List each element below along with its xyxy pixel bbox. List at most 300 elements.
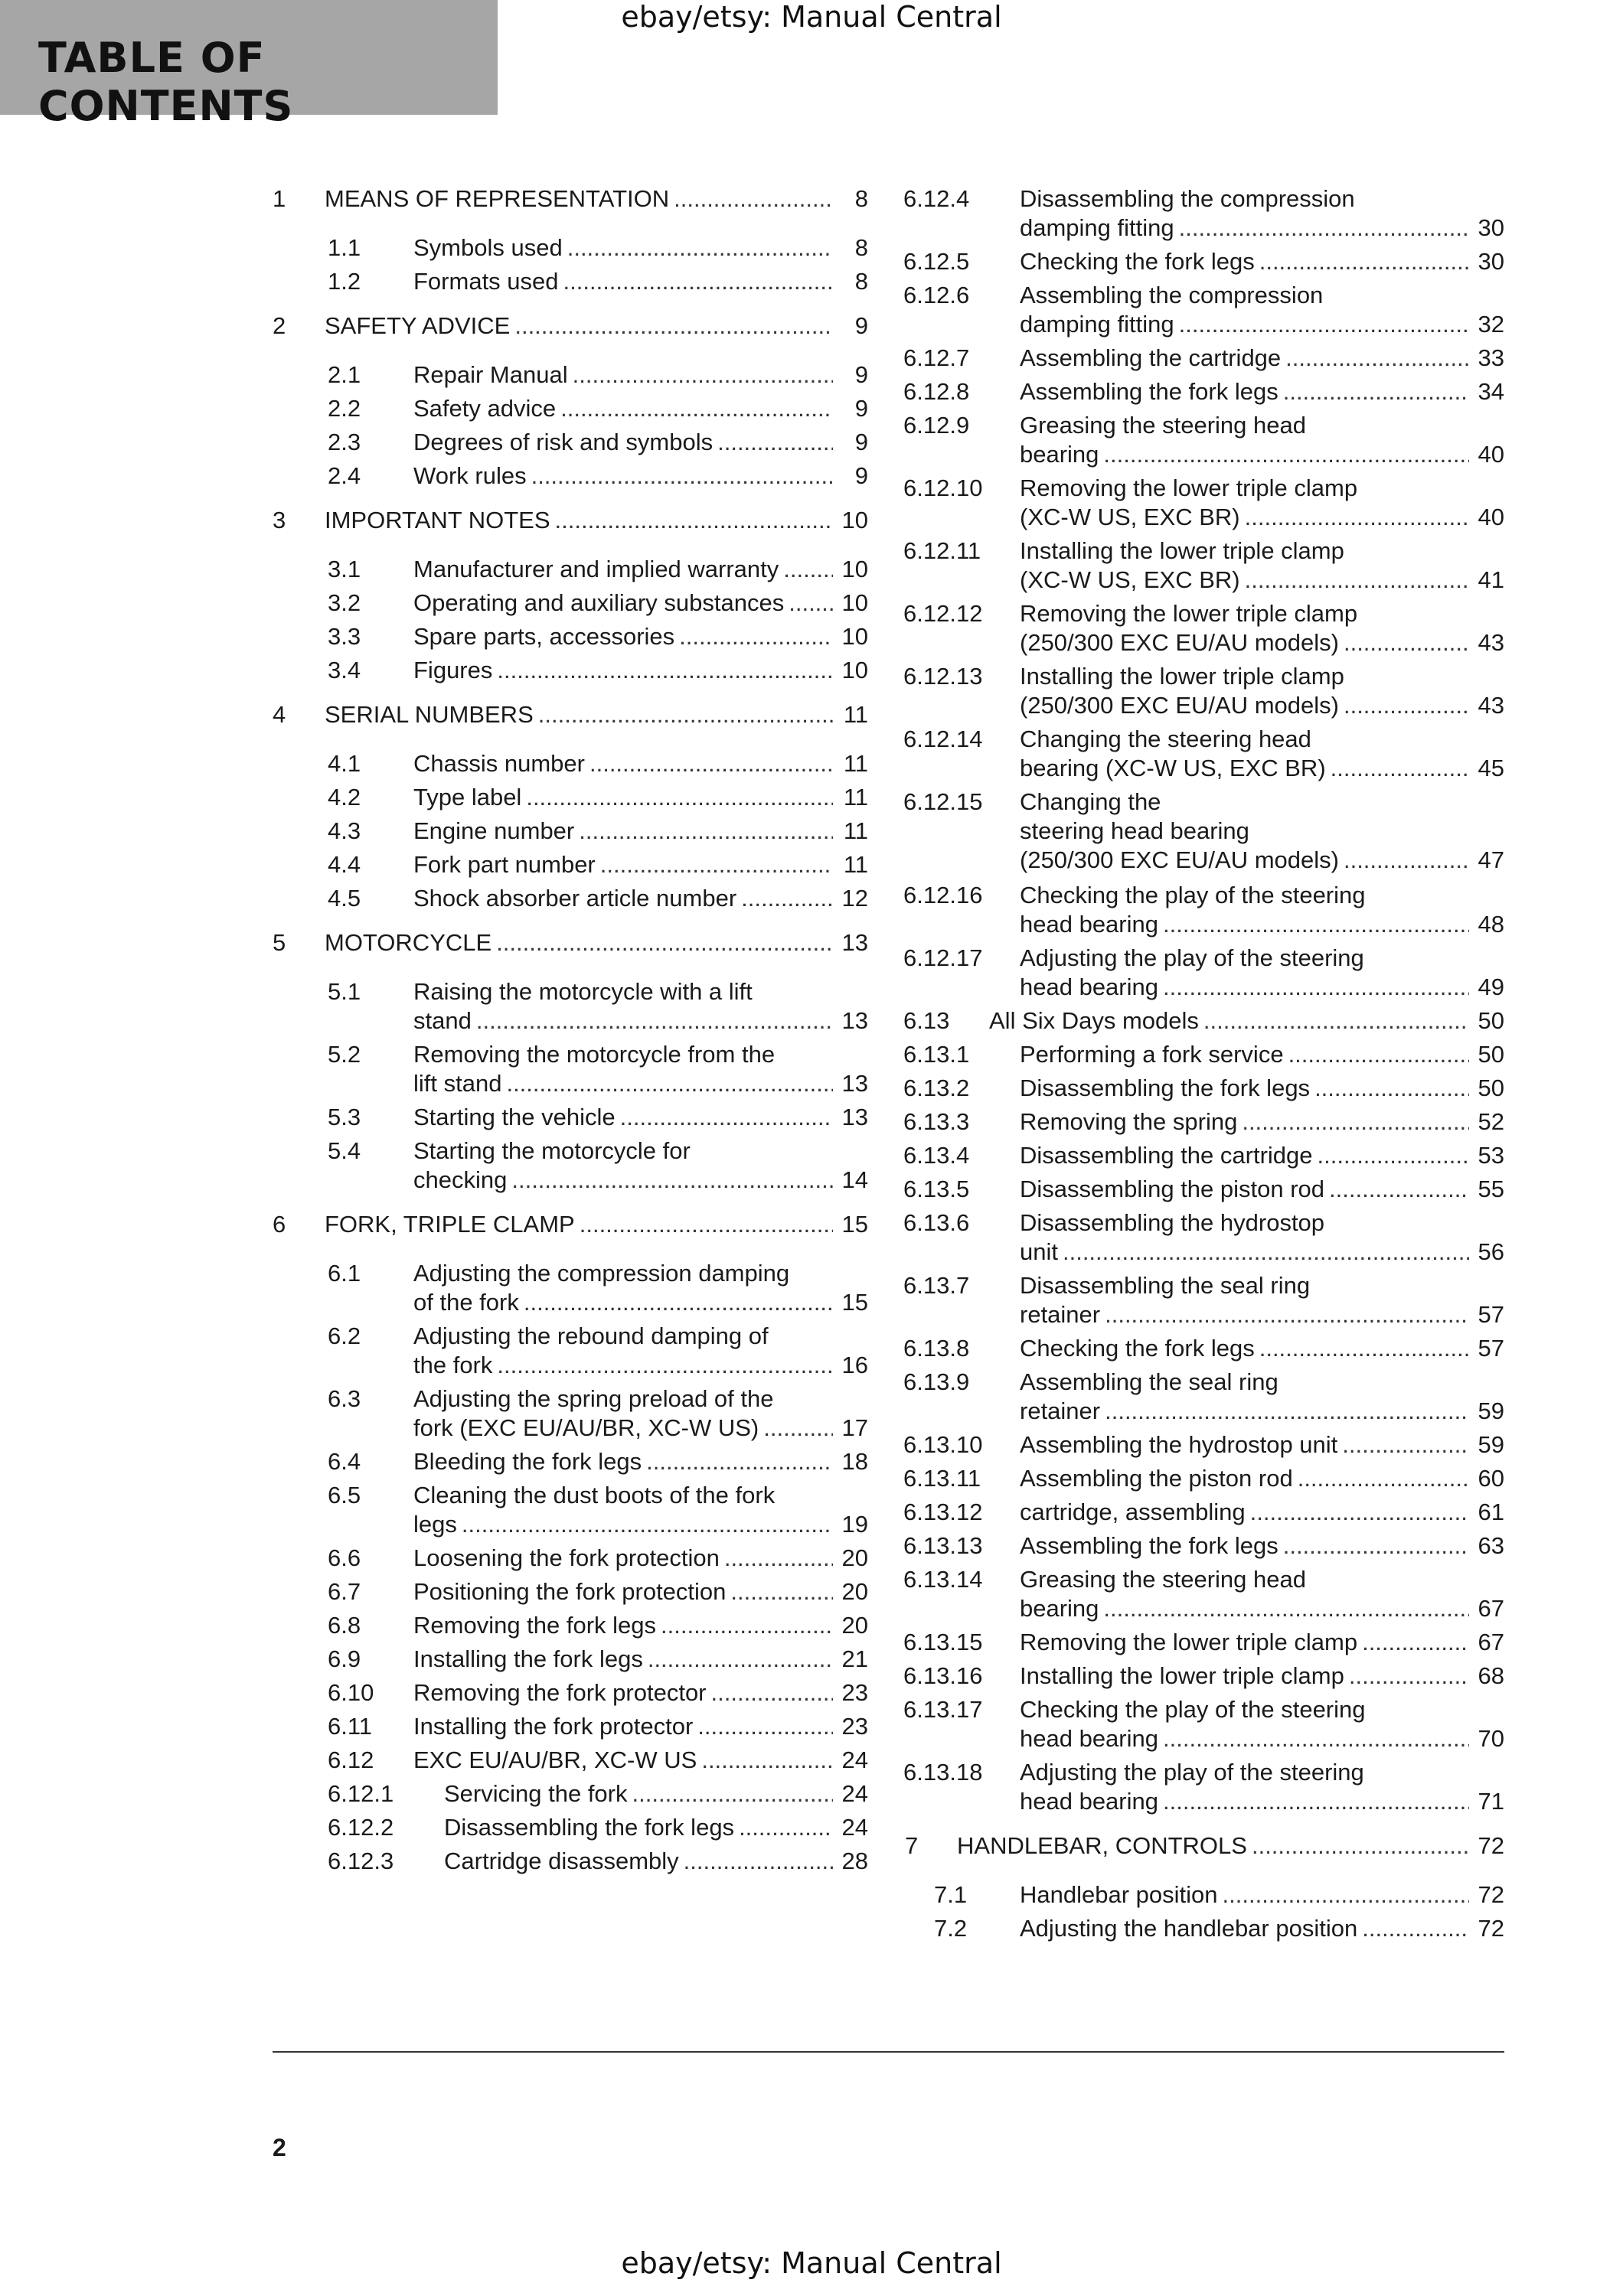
toc-page-number: 57 <box>1478 1335 1504 1362</box>
toc-entry-title: Chassis number <box>413 750 585 777</box>
toc-entry-title: Installing the lower triple clamp <box>1020 663 1344 690</box>
toc-entry-number: 5.3 <box>328 1104 361 1130</box>
toc-entry-title: Disassembling the fork legs <box>444 1814 735 1841</box>
toc-entry-title: EXC EU/AU/BR, XC-W US <box>413 1746 697 1773</box>
toc-entry-title: Handlebar position <box>1020 1881 1218 1908</box>
toc-page-number: 17 <box>841 1414 868 1441</box>
toc-entry[interactable] <box>273 589 868 623</box>
toc-entry-title: Loosening the fork protection <box>413 1544 720 1571</box>
toc-entry[interactable] <box>273 1322 868 1385</box>
toc-page-number: 47 <box>1478 846 1504 873</box>
toc-entry-title: legs <box>413 1511 457 1538</box>
toc-entry-title: Removing the lower triple clamp <box>1020 1629 1358 1655</box>
toc-entry-title: bearing (XC-W US, EXC BR) <box>1020 755 1326 781</box>
toc-entry-title: Disassembling the hydrostop <box>1020 1209 1325 1236</box>
toc-entry[interactable] <box>903 944 1504 1007</box>
toc-column-left <box>273 185 868 1881</box>
toc-entry-title: retainer <box>1020 1397 1101 1424</box>
toc-entry[interactable] <box>273 395 868 429</box>
toc-leader-dots <box>580 1211 833 1240</box>
toc-leader-dots <box>567 234 833 263</box>
toc-leader-dots <box>1250 1499 1469 1528</box>
toc-entry[interactable] <box>273 1645 868 1679</box>
toc-page-number: 33 <box>1478 344 1504 371</box>
toc-leader-dots <box>711 1679 833 1708</box>
toc-entry[interactable] <box>273 1544 868 1578</box>
toc-entry[interactable] <box>903 663 1504 726</box>
toc-page-number: 61 <box>1478 1499 1504 1525</box>
toc-page-number: 23 <box>841 1713 868 1740</box>
toc-page-number: 50 <box>1478 1075 1504 1101</box>
toc-page-number: 15 <box>841 1211 868 1238</box>
toc-entry[interactable] <box>273 185 868 219</box>
toc-page-number: 68 <box>1478 1662 1504 1689</box>
toc-entry-title: the fork <box>413 1352 493 1378</box>
toc-entry-title: SAFETY ADVICE <box>325 312 511 339</box>
toc-entry-title: head bearing <box>1020 1725 1158 1752</box>
toc-entry[interactable] <box>273 507 868 540</box>
toc-entry-title: FORK, TRIPLE CLAMP <box>325 1211 575 1238</box>
toc-leader-dots <box>560 395 833 424</box>
toc-entry[interactable] <box>273 312 868 346</box>
toc-page-number: 59 <box>1478 1431 1504 1458</box>
page-number: 2 <box>273 2134 286 2161</box>
toc-entry[interactable] <box>273 1041 868 1104</box>
toc-entry[interactable] <box>273 1448 868 1482</box>
toc-entry-title: Adjusting the handlebar position <box>1020 1915 1358 1942</box>
toc-page-number: 40 <box>1478 504 1504 530</box>
toc-page-number: 71 <box>1478 1788 1504 1815</box>
toc-page-number: 11 <box>843 750 868 777</box>
toc-entry-title: Adjusting the spring preload of the <box>413 1385 774 1412</box>
toc-entry-title: Assembling the fork legs <box>1020 378 1278 405</box>
toc-page-number: 8 <box>854 234 868 261</box>
toc-entry[interactable] <box>903 726 1504 788</box>
toc-entry-title: Performing a fork service <box>1020 1041 1284 1068</box>
toc-entry[interactable] <box>273 1713 868 1746</box>
toc-entry-title: Safety advice <box>413 395 557 422</box>
toc-entry-title: Adjusting the compression damping <box>413 1260 790 1287</box>
toc-entry[interactable] <box>273 929 868 963</box>
toc-entry[interactable] <box>273 462 868 496</box>
toc-entry-title: Removing the lower triple clamp <box>1020 600 1358 627</box>
toc-entry-number: 6.12.7 <box>903 344 970 371</box>
toc-entry-number: 6.13.7 <box>903 1272 970 1299</box>
toc-leader-dots <box>1314 1075 1469 1104</box>
toc-entry-number: 6.13.9 <box>903 1368 970 1395</box>
header-banner <box>0 0 498 130</box>
toc-leader-dots <box>661 1612 833 1641</box>
toc-entry-number: 6.12.1 <box>328 1780 394 1807</box>
toc-entry-number: 6.12.5 <box>903 248 970 275</box>
toc-entry-title: Adjusting the play of the steering <box>1020 1759 1364 1786</box>
toc-entry-title: lift stand <box>413 1070 502 1097</box>
toc-entry-number: 6.13.12 <box>903 1499 983 1525</box>
toc-page-number: 50 <box>1478 1007 1504 1034</box>
toc-entry[interactable] <box>903 1209 1504 1272</box>
toc-page-number: 9 <box>854 429 868 455</box>
toc-entry[interactable] <box>903 1075 1504 1108</box>
toc-entry-number: 4.1 <box>328 750 361 777</box>
toc-page-number: 49 <box>1478 974 1504 1000</box>
toc-page-number: 20 <box>841 1612 868 1639</box>
toc-entry-title: MOTORCYCLE <box>325 929 492 956</box>
toc-entry[interactable] <box>903 1007 1504 1041</box>
toc-column-right <box>903 185 1504 1949</box>
toc-entry-title: Removing the spring <box>1020 1108 1238 1135</box>
toc-page-number: 48 <box>1478 911 1504 938</box>
toc-leader-dots <box>1163 974 1469 1003</box>
toc-page-number: 19 <box>841 1511 868 1538</box>
toc-entry-number: 6.6 <box>328 1544 361 1571</box>
toc-entry-title: Removing the fork protector <box>413 1679 707 1706</box>
toc-entry-title: SERIAL NUMBERS <box>325 701 534 728</box>
toc-entry-title: bearing <box>1020 441 1099 468</box>
toc-entry-title: Checking the play of the steering <box>1020 1696 1366 1723</box>
toc-entry[interactable] <box>903 1272 1504 1335</box>
toc-entry-number: 6.13.17 <box>903 1696 983 1723</box>
toc-page-number: 15 <box>841 1289 868 1316</box>
toc-page-number: 9 <box>854 462 868 489</box>
toc-entry[interactable] <box>273 1104 868 1137</box>
toc-entry-number: 6.12.4 <box>903 185 970 212</box>
toc-page-number: 50 <box>1478 1041 1504 1068</box>
toc-entry-number: 1.1 <box>328 234 361 261</box>
toc-entry-title: Figures <box>413 657 493 683</box>
toc-page-number: 11 <box>843 701 868 728</box>
toc-entry-title: (250/300 EXC EU/AU models) <box>1020 629 1339 656</box>
toc-entry[interactable] <box>903 1759 1504 1821</box>
footer-divider <box>273 2051 1504 2053</box>
toc-entry-number: 3.2 <box>328 589 361 616</box>
toc-entry-title: stand <box>413 1007 472 1034</box>
toc-leader-dots <box>1344 692 1469 721</box>
toc-entry[interactable] <box>273 978 868 1041</box>
toc-entry-title: Starting the motorcycle for <box>413 1137 691 1164</box>
toc-entry[interactable] <box>273 1260 868 1322</box>
toc-page-number: 8 <box>854 185 868 212</box>
toc-entry[interactable] <box>273 623 868 657</box>
toc-entry-number: 6.4 <box>328 1448 361 1475</box>
toc-entry[interactable] <box>273 885 868 918</box>
toc-entry-number: 6.12.11 <box>903 537 981 564</box>
toc-entry-title: Disassembling the seal ring <box>1020 1272 1311 1299</box>
toc-leader-dots <box>1259 248 1469 277</box>
toc-entry[interactable] <box>903 1881 1504 1915</box>
toc-entry-number: 6.8 <box>328 1612 361 1639</box>
toc-entry-title: Disassembling the compression <box>1020 185 1355 212</box>
toc-entry-title: head bearing <box>1020 974 1158 1000</box>
toc-entry-number: 6.12.17 <box>903 944 983 971</box>
toc-entry[interactable] <box>903 475 1504 537</box>
toc-leader-dots <box>1318 1142 1469 1171</box>
toc-entry-number: 6.9 <box>328 1645 361 1672</box>
toc-entry-number: 6.12.15 <box>903 788 983 815</box>
toc-leader-dots <box>1105 1301 1469 1330</box>
toc-entry-title: Shock absorber article number <box>413 885 737 912</box>
toc-leader-dots <box>730 1578 833 1607</box>
toc-entry-number: 6.13.6 <box>903 1209 970 1236</box>
toc-leader-dots <box>1362 1915 1469 1944</box>
toc-entry[interactable] <box>273 851 868 885</box>
toc-entry-title: Disassembling the cartridge <box>1020 1142 1313 1169</box>
toc-leader-dots <box>1283 378 1469 407</box>
toc-entry[interactable] <box>273 657 868 690</box>
toc-entry-number: 6.13.14 <box>903 1566 983 1593</box>
toc-page-number: 18 <box>841 1448 868 1475</box>
toc-leader-dots <box>1103 1595 1469 1624</box>
toc-entry-title: Formats used <box>413 268 559 295</box>
toc-entry[interactable] <box>273 1780 868 1814</box>
toc-entry-number: 7.2 <box>934 1915 968 1942</box>
toc-page-number: 13 <box>841 1104 868 1130</box>
toc-entry[interactable] <box>903 1499 1504 1532</box>
toc-leader-dots <box>1344 846 1469 876</box>
toc-entry-number: 6.13.1 <box>903 1041 970 1068</box>
toc-entry-number: 6.13.11 <box>903 1465 981 1492</box>
toc-entry-title: Symbols used <box>413 234 563 261</box>
toc-entry-title: Checking the fork legs <box>1020 1335 1255 1362</box>
toc-entry-number: 5.4 <box>328 1137 361 1164</box>
toc-entry-title: fork (EXC EU/AU/BR, XC-W US) <box>413 1414 759 1441</box>
toc-page-number: 12 <box>841 885 868 912</box>
toc-entry[interactable] <box>273 1746 868 1780</box>
toc-page-number: 10 <box>841 623 868 650</box>
toc-entry-number: 2 <box>273 312 286 339</box>
toc-leader-dots <box>511 1166 833 1195</box>
toc-entry[interactable] <box>903 344 1504 378</box>
toc-entry-title: All Six Days models <box>989 1007 1199 1034</box>
toc-entry-number: 6.12 <box>328 1746 374 1773</box>
toc-entry-title: (XC-W US, EXC BR) <box>1020 566 1240 593</box>
toc-entry[interactable] <box>903 600 1504 663</box>
toc-entry-title: checking <box>413 1166 508 1193</box>
toc-entry-title: Checking the fork legs <box>1020 248 1255 275</box>
toc-leader-dots <box>697 1713 833 1742</box>
toc-entry-title: Manufacturer and implied warranty <box>413 556 779 582</box>
toc-leader-dots <box>648 1645 833 1675</box>
toc-leader-dots <box>531 462 833 491</box>
toc-entry[interactable] <box>903 1532 1504 1566</box>
toc-entry-title: Removing the motorcycle from the <box>413 1041 776 1068</box>
toc-leader-dots <box>1349 1662 1469 1691</box>
toc-entry-number: 6.1 <box>328 1260 361 1287</box>
toc-page-number: 13 <box>841 1070 868 1097</box>
toc-entry[interactable] <box>903 1108 1504 1142</box>
toc-entry[interactable] <box>273 817 868 851</box>
toc-entry-title: Raising the motorcycle with a lift <box>413 978 753 1005</box>
toc-entry[interactable] <box>273 1848 868 1881</box>
toc-leader-dots <box>1331 755 1469 784</box>
toc-leader-dots <box>620 1104 833 1133</box>
toc-entry-title: Greasing the steering head <box>1020 412 1306 439</box>
toc-entry[interactable] <box>903 185 1504 248</box>
toc-entry-title: Spare parts, accessories <box>413 623 675 650</box>
toc-page-number: 9 <box>854 361 868 388</box>
toc-entry-number: 6.7 <box>328 1578 361 1605</box>
toc-entry-number: 1 <box>273 185 286 212</box>
toc-leader-dots <box>717 429 833 458</box>
toc-leader-dots <box>1242 1108 1469 1137</box>
toc-entry-title: Work rules <box>413 462 527 489</box>
toc-page-number: 52 <box>1478 1108 1504 1135</box>
toc-entry-number: 6.13.5 <box>903 1176 970 1202</box>
toc-entry[interactable] <box>903 1368 1504 1431</box>
toc-entry[interactable] <box>903 1662 1504 1696</box>
toc-entry[interactable] <box>903 1142 1504 1176</box>
toc-entry[interactable] <box>273 1211 868 1244</box>
toc-page-number: 30 <box>1478 248 1504 275</box>
toc-entry-title: Changing the steering head <box>1020 726 1311 752</box>
toc-entry-title: Operating and auxiliary substances <box>413 589 785 616</box>
toc-entry[interactable] <box>273 1814 868 1848</box>
toc-leader-dots <box>1252 1832 1469 1861</box>
toc-entry[interactable] <box>903 248 1504 282</box>
toc-entry[interactable] <box>273 1612 868 1645</box>
toc-leader-dots <box>1063 1238 1469 1267</box>
toc-entry[interactable] <box>273 234 868 268</box>
toc-entry[interactable] <box>273 1578 868 1612</box>
toc-entry-title: Installing the fork legs <box>413 1645 643 1672</box>
toc-entry[interactable] <box>903 788 1504 882</box>
toc-page-number: 40 <box>1478 441 1504 468</box>
toc-entry-number: 3.3 <box>328 623 361 650</box>
toc-page-number: 55 <box>1478 1176 1504 1202</box>
toc-page-number: 72 <box>1478 1881 1504 1908</box>
toc-page-number: 45 <box>1478 755 1504 781</box>
toc-page-number: 20 <box>841 1578 868 1605</box>
toc-leader-dots <box>632 1780 834 1809</box>
toc-entry-title: Installing the lower triple clamp <box>1020 1662 1344 1689</box>
toc-entry-title: damping fitting <box>1020 311 1174 338</box>
toc-entry-title: Assembling the hydrostop unit <box>1020 1431 1338 1458</box>
toc-leader-dots <box>476 1007 833 1036</box>
toc-entry-number: 2.1 <box>328 361 361 388</box>
toc-entry[interactable] <box>273 784 868 817</box>
toc-page-number: 10 <box>841 507 868 533</box>
toc-entry-number: 6.5 <box>328 1482 361 1508</box>
toc-entry-number: 7 <box>905 1832 919 1859</box>
toc-entry[interactable] <box>273 750 868 784</box>
toc-page-number: 24 <box>841 1814 868 1841</box>
toc-entry[interactable] <box>903 1566 1504 1629</box>
toc-page-number: 28 <box>841 1848 868 1874</box>
toc-entry[interactable] <box>903 1629 1504 1662</box>
toc-entry-title: HANDLEBAR, CONTROLS <box>957 1832 1247 1859</box>
toc-entry-number: 1.2 <box>328 268 361 295</box>
toc-entry[interactable] <box>903 1915 1504 1949</box>
toc-entry[interactable] <box>273 701 868 735</box>
toc-leader-dots <box>646 1448 833 1477</box>
toc-entry-number: 6.13.18 <box>903 1759 983 1786</box>
toc-leader-dots <box>555 507 833 536</box>
toc-entry[interactable] <box>273 1385 868 1448</box>
toc-leader-dots <box>497 657 833 686</box>
toc-entry[interactable] <box>903 882 1504 944</box>
toc-entry-title: Degrees of risk and symbols <box>413 429 714 455</box>
toc-entry-title: Adjusting the play of the steering <box>1020 944 1364 971</box>
toc-leader-dots <box>1259 1335 1469 1364</box>
toc-page-number: 72 <box>1478 1832 1504 1859</box>
toc-entry-number: 6.3 <box>328 1385 361 1412</box>
toc-entry[interactable] <box>273 556 868 589</box>
toc-leader-dots <box>497 1352 833 1381</box>
toc-page-number: 9 <box>854 395 868 422</box>
toc-entry-title: Repair Manual <box>413 361 568 388</box>
toc-entry[interactable] <box>273 361 868 395</box>
toc-leader-dots <box>763 1414 833 1443</box>
toc-leader-dots <box>1179 214 1469 243</box>
toc-page-number: 43 <box>1478 692 1504 719</box>
toc-entry[interactable] <box>903 378 1504 412</box>
toc-entry[interactable] <box>903 1465 1504 1499</box>
toc-entry-title: bearing <box>1020 1595 1099 1622</box>
toc-entry[interactable] <box>273 429 868 462</box>
toc-entry[interactable] <box>903 1041 1504 1075</box>
toc-entry[interactable] <box>903 537 1504 600</box>
toc-entry-number: 6.13.8 <box>903 1335 970 1362</box>
toc-entry-number: 6.13.4 <box>903 1142 970 1169</box>
toc-entry-title: steering head bearing <box>1020 817 1249 844</box>
toc-entry[interactable] <box>903 1696 1504 1759</box>
toc-entry-number: 6.13.3 <box>903 1108 970 1135</box>
toc-page-number: 60 <box>1478 1465 1504 1492</box>
toc-entry-number: 6.12.9 <box>903 412 970 439</box>
toc-page-number: 11 <box>843 851 868 878</box>
toc-leader-dots <box>739 1814 833 1843</box>
watermark-bottom: ebay/etsy: Manual Central <box>621 2246 1002 2280</box>
toc-leader-dots <box>679 623 833 652</box>
toc-entry-title: (250/300 EXC EU/AU models) <box>1020 692 1339 719</box>
toc-page-number: 23 <box>841 1679 868 1706</box>
toc-page-number: 32 <box>1478 311 1504 338</box>
toc-entry-number: 7.1 <box>934 1881 968 1908</box>
toc-page-number: 11 <box>843 784 868 810</box>
toc-entry[interactable] <box>273 1679 868 1713</box>
toc-entry[interactable] <box>273 1482 868 1544</box>
toc-page-number: 59 <box>1478 1397 1504 1424</box>
toc-entry-number: 6.13.15 <box>903 1629 983 1655</box>
toc-entry-number: 6.13 <box>903 1007 950 1034</box>
toc-entry[interactable] <box>273 1137 868 1200</box>
toc-entry[interactable] <box>903 1176 1504 1209</box>
toc-page-number: 13 <box>841 1007 868 1034</box>
toc-entry-title: Removing the fork legs <box>413 1612 657 1639</box>
toc-leader-dots <box>589 750 833 779</box>
toc-leader-dots <box>789 589 833 618</box>
toc-page-number: 21 <box>841 1645 868 1672</box>
toc-leader-dots <box>1179 311 1469 340</box>
toc-entry-number: 5 <box>273 929 286 956</box>
toc-page-number: 72 <box>1478 1915 1504 1942</box>
toc-entry-number: 2.2 <box>328 395 361 422</box>
toc-entry[interactable] <box>903 1431 1504 1465</box>
toc-entry[interactable] <box>903 412 1504 475</box>
toc-entry-title: cartridge, assembling <box>1020 1499 1246 1525</box>
toc-leader-dots <box>563 268 833 297</box>
toc-leader-dots <box>524 1289 833 1318</box>
toc-entry-number: 3.4 <box>328 657 361 683</box>
toc-entry[interactable] <box>273 268 868 302</box>
toc-entry[interactable] <box>903 1335 1504 1368</box>
toc-entry[interactable] <box>903 282 1504 344</box>
toc-leader-dots <box>1342 1431 1469 1460</box>
toc-entry-title: Assembling the fork legs <box>1020 1532 1278 1559</box>
toc-entry-number: 3 <box>273 507 286 533</box>
toc-entry-number: 3.1 <box>328 556 361 582</box>
toc-entry-title: Removing the lower triple clamp <box>1020 475 1358 501</box>
toc-entry[interactable] <box>903 1832 1504 1866</box>
